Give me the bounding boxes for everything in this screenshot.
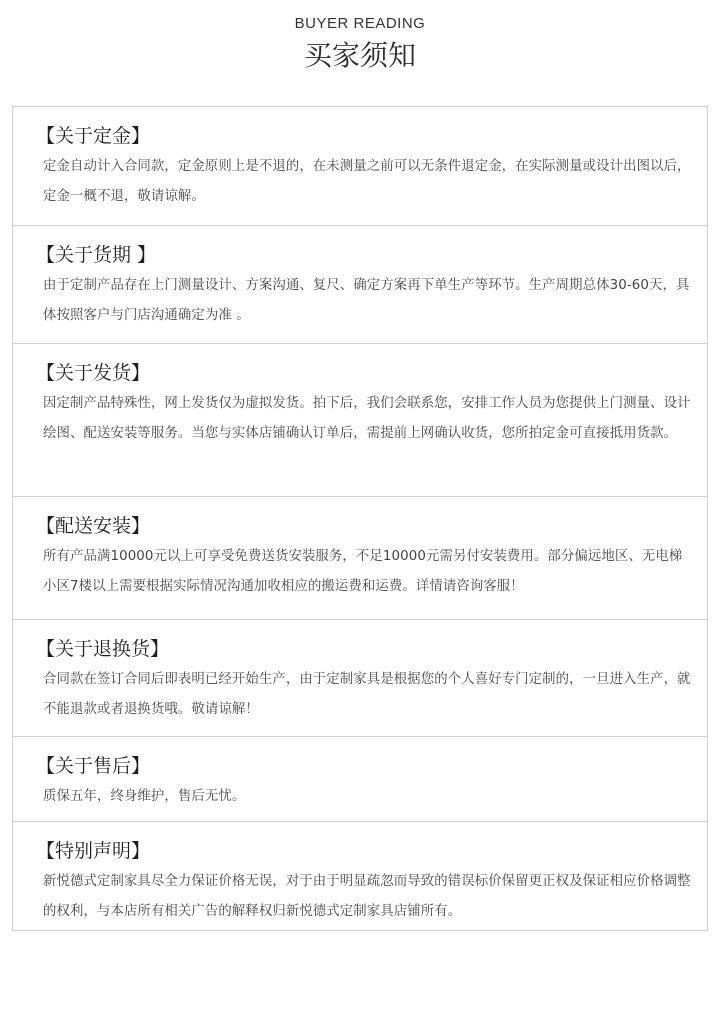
section-title: 【关于货期 】	[36, 244, 157, 266]
section-title: 【配送安装】	[36, 515, 151, 537]
section-body: 定金自动计入合同款，定金原则上是不退的，在未测量之前可以无条件退定金，在实际测量或设计出图以后，定金一概不退，敬请谅解。	[43, 159, 691, 204]
section-shipping	[13, 344, 707, 497]
section-deposit	[13, 107, 707, 226]
section-returns	[13, 620, 707, 737]
page-title: 买家须知	[303, 39, 416, 72]
page-title-english: BUYER READING	[294, 15, 426, 32]
section-body: 由于定制产品存在上门测量设计、方案沟通、复尺、确定方案再下单生产等环节。生产周期总体30-60天，具体按照客户与门店沟通确定为准 。	[43, 278, 690, 323]
section-after-sales	[13, 737, 707, 822]
section-body: 新悦德式定制家具尽全力保证价格无误，对于由于明显疏忽而导致的错误标价保留更正权及保证相应价格调整的权利，与本店所有相关广告的解释权归新悦德式定制家具店铺所有。	[43, 874, 691, 919]
section-title: 【关于定金】	[36, 125, 151, 147]
section-body: 所有产品满10000元以上可享受免费送货安装服务，不足10000元需另付安装费用。部分偏远地区、无电梯小区7楼以上需要根据实际情况沟通加收相应的搬运费和运费。详情请咨询客服！	[43, 549, 683, 594]
section-special-statement	[13, 822, 707, 932]
section-delivery-time	[13, 226, 707, 344]
section-title: 【关于发货】	[36, 362, 151, 384]
section-body: 合同款在签订合同后即表明已经开始生产，由于定制家具是根据您的个人喜好专门定制的，一旦进入生产，就不能退款或者退换货哦。敬请谅解！	[43, 672, 691, 717]
notice-list	[12, 106, 708, 931]
section-body: 因定制产品特殊性，网上发货仅为虚拟发货。拍下后，我们会联系您，安排工作人员为您提供上门测量、设计绘图、配送安装等服务。当您与实体店铺确认订单后，需提前上网确认收货，您所拍定金可直接抵用货款。	[43, 396, 691, 441]
section-title: 【关于售后】	[36, 755, 151, 777]
section-installation	[13, 497, 707, 620]
page-header	[0, 14, 720, 76]
section-title: 【关于退换货】	[36, 638, 170, 660]
section-body: 质保五年，终身维护，售后无忧。	[43, 789, 246, 804]
section-title: 【特别声明】	[36, 840, 151, 862]
